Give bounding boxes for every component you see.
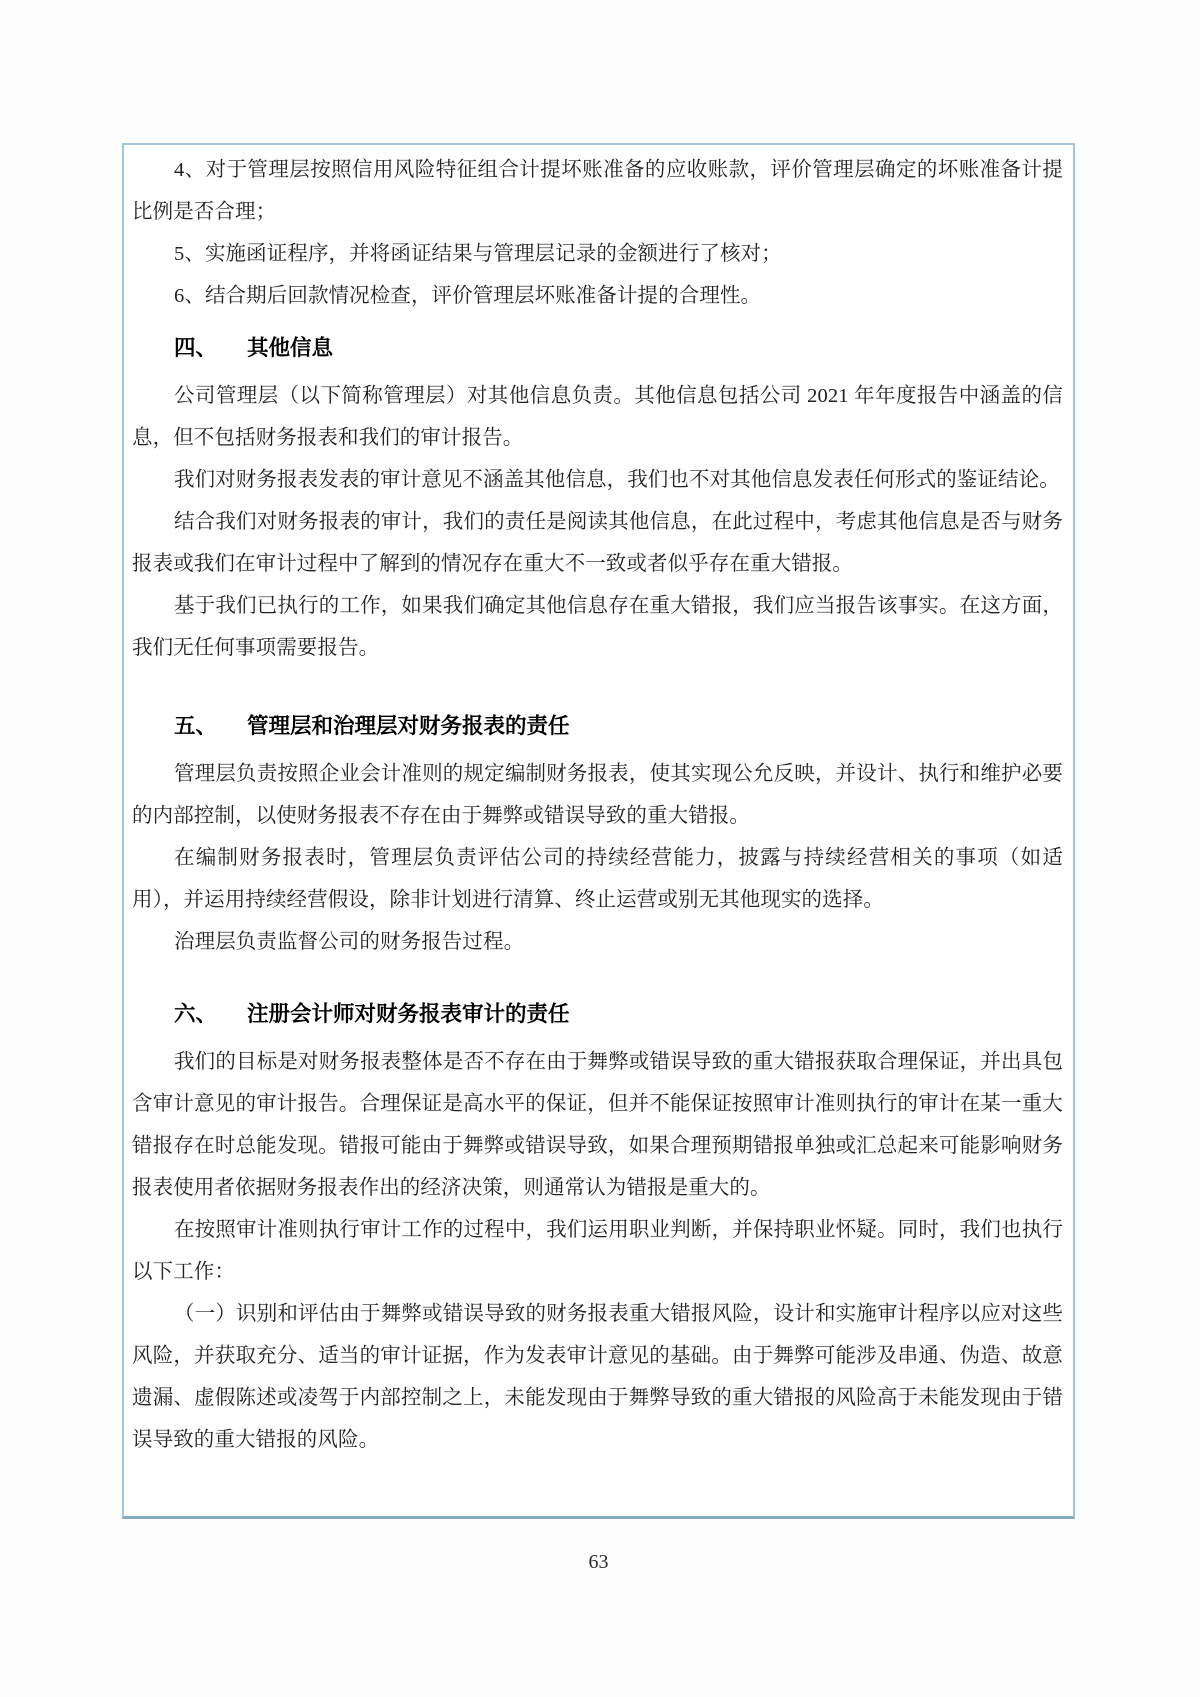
paragraph-other-info-1: 公司管理层（以下简称管理层）对其他信息负责。其他信息包括公司 2021 年年度报告中涵盖的信息，但不包括财务报表和我们的审计报告。 (132, 385, 1063, 449)
page-number: 63 (588, 1551, 609, 1573)
section-heading-management-responsibility (132, 705, 1063, 747)
paragraph-other-info-3: 结合我们对财务报表的审计，我们的责任是阅读其他信息，在此过程中，考虑其他信息是否与财务报表或我们在审计过程中了解到的情况存在重大不一致或者似乎存在重大错报。 (132, 511, 1063, 575)
paragraph-procedure-5: 5、实施函证程序，并将函证结果与管理层记录的金额进行了核对； (174, 243, 782, 265)
paragraph-mgmt-resp-2: 在编制财务报表时，管理层负责评估公司的持续经营能力，披露与持续经营相关的事项（如适用），并运用持续经营假设，除非计划进行清算、终止运营或别无其他现实的选择。 (132, 847, 1063, 911)
paragraph-auditor-resp-1: 我们的目标是对财务报表整体是否不存在由于舞弊或错误导致的重大错报获取合理保证，并出具包含审计意见的审计报告。合理保证是高水平的保证，但并不能保证按照审计准则执行的审计在某一重大错报存在时总能发现。错报可能由于舞弊或错误导致，如果合理预期错报单独或汇总起来可能影响财务报表使用者依据财务报表作出的经济决策，则通常认为错报是重大的。 (132, 1051, 1063, 1199)
section-number: 四、 (174, 336, 218, 360)
section-heading-other-information (132, 327, 1063, 369)
paragraph-other-info-4: 基于我们已执行的工作，如果我们确定其他信息存在重大错报，我们应当报告该事实。在这方面，我们无任何事项需要报告。 (132, 595, 1063, 659)
section-title: 其他信息 (247, 336, 334, 360)
paragraph-mgmt-resp-3: 治理层负责监督公司的财务报告过程。 (174, 931, 525, 953)
paragraph-auditor-resp-2: 在按照审计准则执行审计工作的过程中，我们运用职业判断，并保持职业怀疑。同时，我们也执行以下工作： (132, 1219, 1063, 1283)
paragraph-mgmt-resp-1: 管理层负责按照企业会计准则的规定编制财务报表，使其实现公允反映，并设计、执行和维护必要的内部控制，以使财务报表不存在由于舞弊或错误导致的重大错报。 (132, 763, 1063, 827)
paragraph-procedure-4: 4、对于管理层按照信用风险特征组合计提坏账准备的应收账款，评价管理层确定的坏账准备计提比例是否合理； (132, 159, 1063, 223)
section-number: 五、 (174, 714, 218, 738)
paragraph-auditor-resp-3: （一）识别和评估由于舞弊或错误导致的财务报表重大错报风险，设计和实施审计程序以应对这些风险，并获取充分、适当的审计证据，作为发表审计意见的基础。由于舞弊可能涉及串通、伪造、故意遗漏、虚假陈述或凌驾于内部控制之上，未能发现由于舞弊导致的重大错报的风险高于未能发现由于错误导致的重大错报的风险。 (132, 1303, 1063, 1451)
report-text-box (122, 143, 1075, 1519)
section-heading-auditor-responsibility (132, 993, 1063, 1035)
paragraph-procedure-6: 6、结合期后回款情况检查，评价管理层坏账准备计提的合理性。 (174, 285, 762, 307)
section-number: 六、 (174, 1002, 218, 1026)
section-title: 注册会计师对财务报表审计的责任 (247, 1002, 570, 1026)
section-title: 管理层和治理层对财务报表的责任 (247, 714, 570, 738)
paragraph-other-info-2: 我们对财务报表发表的审计意见不涵盖其他信息，我们也不对其他信息发表任何形式的鉴证结论。 (174, 469, 1060, 491)
